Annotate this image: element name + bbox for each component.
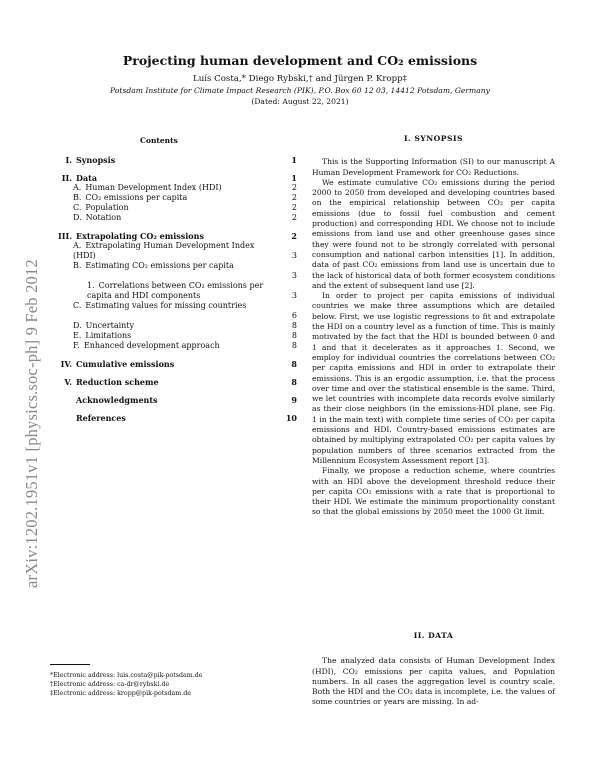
footnotes xyxy=(50,671,203,698)
toc-section-title: Cumulative emissions xyxy=(76,359,175,369)
toc-subsection[interactable] xyxy=(57,301,297,321)
footnote-rule xyxy=(50,664,90,665)
toc-subsection-title: CO₂ emissions per capita xyxy=(85,193,188,202)
toc-subsection[interactable] xyxy=(57,321,297,331)
toc-page-number: 1 xyxy=(291,155,297,165)
authors: Luís Costa,* Diego Rybski,† and Jürgen P. Kropp‡ xyxy=(193,74,407,84)
toc-section-label: I. xyxy=(65,155,72,165)
synopsis-heading: I. SYNOPSIS xyxy=(403,134,464,143)
toc-subsection-label: A. xyxy=(73,241,82,250)
toc-subsection[interactable] xyxy=(57,203,297,213)
toc-subsection-label: 1. xyxy=(87,281,95,290)
toc-subsection-text xyxy=(73,261,297,271)
synopsis-paragraph-1: This is the Supporting Information (SI) to our manuscript A Human Development Framework for CO₂ Reductions. xyxy=(312,157,555,177)
toc-section[interactable] xyxy=(57,173,297,183)
toc-subsection-title: Human Development Index (HDI) xyxy=(85,183,222,192)
toc-subsection[interactable] xyxy=(57,213,297,223)
toc-subsection-text xyxy=(73,301,297,311)
toc-subsection-label: D. xyxy=(73,213,82,222)
synopsis-paragraph-2: We estimate cumulative CO₂ emissions during the period 2000 to 2050 from developed and developing countries based on the empirical relationship between CO₂ per capita emissions (due to fossil fuel combustion and cement production) and corresponding HDI. We choose not to include emissions from land use and other greenhouse gases since they were found not to be strongly correlated with personal consumption and national carbon intensities [1]. In addition, data of past CO₂ emissions from land use is uncertain due to the lack of historical data of both former ecosystem conditions and the extent of subsequent land use [2]. xyxy=(312,177,555,290)
toc-subsection-label: D. xyxy=(73,321,82,330)
toc-subsection-title: Estimating CO₂ emissions per capita xyxy=(85,261,234,270)
toc-page-number: 8 xyxy=(291,341,297,350)
toc-page-number: 8 xyxy=(291,321,297,330)
toc-page-number: 9 xyxy=(291,395,297,405)
toc-subsection-label: E. xyxy=(73,331,82,340)
synopsis-section xyxy=(312,134,555,518)
toc-section[interactable] xyxy=(57,359,297,369)
toc-subsection[interactable] xyxy=(57,331,297,341)
toc-subsection-label: C. xyxy=(73,301,82,310)
toc-page-number: 3 xyxy=(291,251,297,260)
toc-subsection-text xyxy=(73,241,297,261)
toc-subsection-text xyxy=(73,213,121,222)
toc-subsection-title: Limitations xyxy=(85,331,132,340)
toc-section[interactable] xyxy=(57,395,297,405)
toc-section-title: Data xyxy=(76,173,97,183)
toc-subsection[interactable] xyxy=(57,241,297,261)
toc-page-number: 8 xyxy=(291,377,297,387)
toc-subsection-label: B. xyxy=(73,261,82,270)
toc-subsection-title: Notation xyxy=(85,213,122,222)
toc-subsection-text xyxy=(73,203,129,212)
toc-subsection-text xyxy=(73,341,220,350)
synopsis-paragraph-3: In order to project per capita emissions of individual countries we make three assumptions which are detailed below. First, we use logistic regressions to fit and extrapolate the HDI on a country level as a function of time. This is mainly motivated by the fact that the HDI is bounded between 0 and 1 and that it decelerates as it approaches 1. Second, we employ for individual countries the correlations between CO₂ per capita emissions and HDI in order to extrapolate their emissions. This is an ergodic assumption, i.e. that the process over time and over the statistical ensemble is the same. Third, we let countries with incomplete data records evolve similarly as their close neighbors (in the emissions-HDI plane, see Fig. 1 in the main text) with complete time series of CO₂ per capita emissions and HDI. Country-based emissions estimates are obtained by multiplying extrapolated CO₂ per capita values by population numbers of three scenarios extracted from the Millennium Ecosystem Assessment report [3]. xyxy=(312,291,555,465)
toc-subsection-text xyxy=(87,281,297,301)
toc-page-number: 3 xyxy=(291,291,297,300)
toc-subsection-label: F. xyxy=(73,341,80,350)
toc-section-title: Acknowledgments xyxy=(76,395,158,405)
toc-section-title: Reduction scheme xyxy=(76,377,159,387)
toc-page-number: 2 xyxy=(291,183,297,192)
toc-section-title: Extrapolating CO₂ emissions xyxy=(76,231,204,241)
toc-section-label: V. xyxy=(64,377,72,387)
toc-subsection-text xyxy=(73,331,131,340)
footnote-2: †Electronic address: ca-dr@rybski.de xyxy=(50,681,170,688)
paper-title: Projecting human development and CO₂ emissions xyxy=(122,53,478,68)
toc-section[interactable] xyxy=(57,377,297,387)
toc-page-number: 2 xyxy=(291,231,297,241)
data-section xyxy=(312,631,555,708)
toc-page-number: 2 xyxy=(291,213,297,222)
toc-subsection-title: Enhanced development approach xyxy=(83,341,220,350)
toc-section[interactable] xyxy=(57,155,297,165)
data-heading: II. DATA xyxy=(413,631,454,640)
toc-subsection[interactable] xyxy=(57,341,297,351)
toc-page-number: 8 xyxy=(291,331,297,340)
toc-subsection[interactable] xyxy=(57,281,297,301)
toc-subsection-title: Uncertainty xyxy=(85,321,135,330)
toc-subsection-title: Population xyxy=(85,203,129,212)
arxiv-stamp-text: arXiv:1202.1951v1 [physics.soc-ph] 9 Feb 2012 xyxy=(22,259,41,588)
toc-subsection[interactable] xyxy=(57,183,297,193)
toc-subsection-title: Estimating values for missing countries xyxy=(85,301,247,310)
toc-subsection-text xyxy=(73,193,187,202)
toc-subsection-text xyxy=(73,321,134,330)
data-paragraph-1: The analyzed data consists of Human Development Index (HDI), CO₂ emissions per capita values, and Population numbers. In all cases the aggregation level is country scale. Both the HDI and the CO₂ data is incomplete, i.e. the values of some countries or years are missing. In ad- xyxy=(312,656,555,707)
toc-page-number: 6 xyxy=(291,311,297,320)
toc-section[interactable] xyxy=(57,413,297,423)
toc-subsection-label: B. xyxy=(73,193,82,202)
toc-section-label: II. xyxy=(61,173,72,183)
contents-heading: Contents xyxy=(140,136,178,145)
toc-subsection-title: Correlations between CO₂ emissions per capita and HDI components xyxy=(87,281,264,300)
toc-section-title: Synopsis xyxy=(76,155,116,165)
toc-subsection[interactable] xyxy=(57,261,297,281)
toc-subsection-label: C. xyxy=(73,203,82,212)
toc-page-number: 3 xyxy=(291,271,297,280)
toc-page-number: 8 xyxy=(291,359,297,369)
toc-section[interactable] xyxy=(57,231,297,241)
affiliation: Potsdam Institute for Climate Impact Research (PIK), P.O. Box 60 12 03, 14412 Potsdam, Germany xyxy=(110,86,490,95)
toc-page-number: 2 xyxy=(291,203,297,212)
table-of-contents xyxy=(57,155,297,423)
toc-page-number: 10 xyxy=(285,413,297,423)
toc-subsection-label: A. xyxy=(73,183,82,192)
footnote-3: ‡Electronic address: kropp@pik-potsdam.de xyxy=(50,690,192,697)
toc-page-number: 1 xyxy=(291,173,297,183)
toc-section-label: III. xyxy=(57,231,72,241)
footnote-1: *Electronic address: luis.costa@pik-potsdam.de xyxy=(50,672,203,679)
toc-subsection-text xyxy=(73,183,222,192)
toc-subsection-title: Extrapolating Human Development Index (HDI) xyxy=(73,241,255,260)
date-line: (Dated: August 22, 2021) xyxy=(251,97,349,106)
toc-subsection[interactable] xyxy=(57,193,297,203)
toc-section-title: References xyxy=(76,413,126,423)
toc-section-label: IV. xyxy=(60,359,72,369)
synopsis-paragraph-4: Finally, we propose a reduction scheme, where countries with an HDI above the development threshold reduce their per capita CO₂ emissions with a rate that is proportional to their HDI. We estimate the minimum proportionality constant so that the global emissions by 2050 meet the 1000 Gt limit. xyxy=(312,466,555,517)
arxiv-stamp xyxy=(22,128,42,588)
toc-page-number: 2 xyxy=(291,193,297,202)
